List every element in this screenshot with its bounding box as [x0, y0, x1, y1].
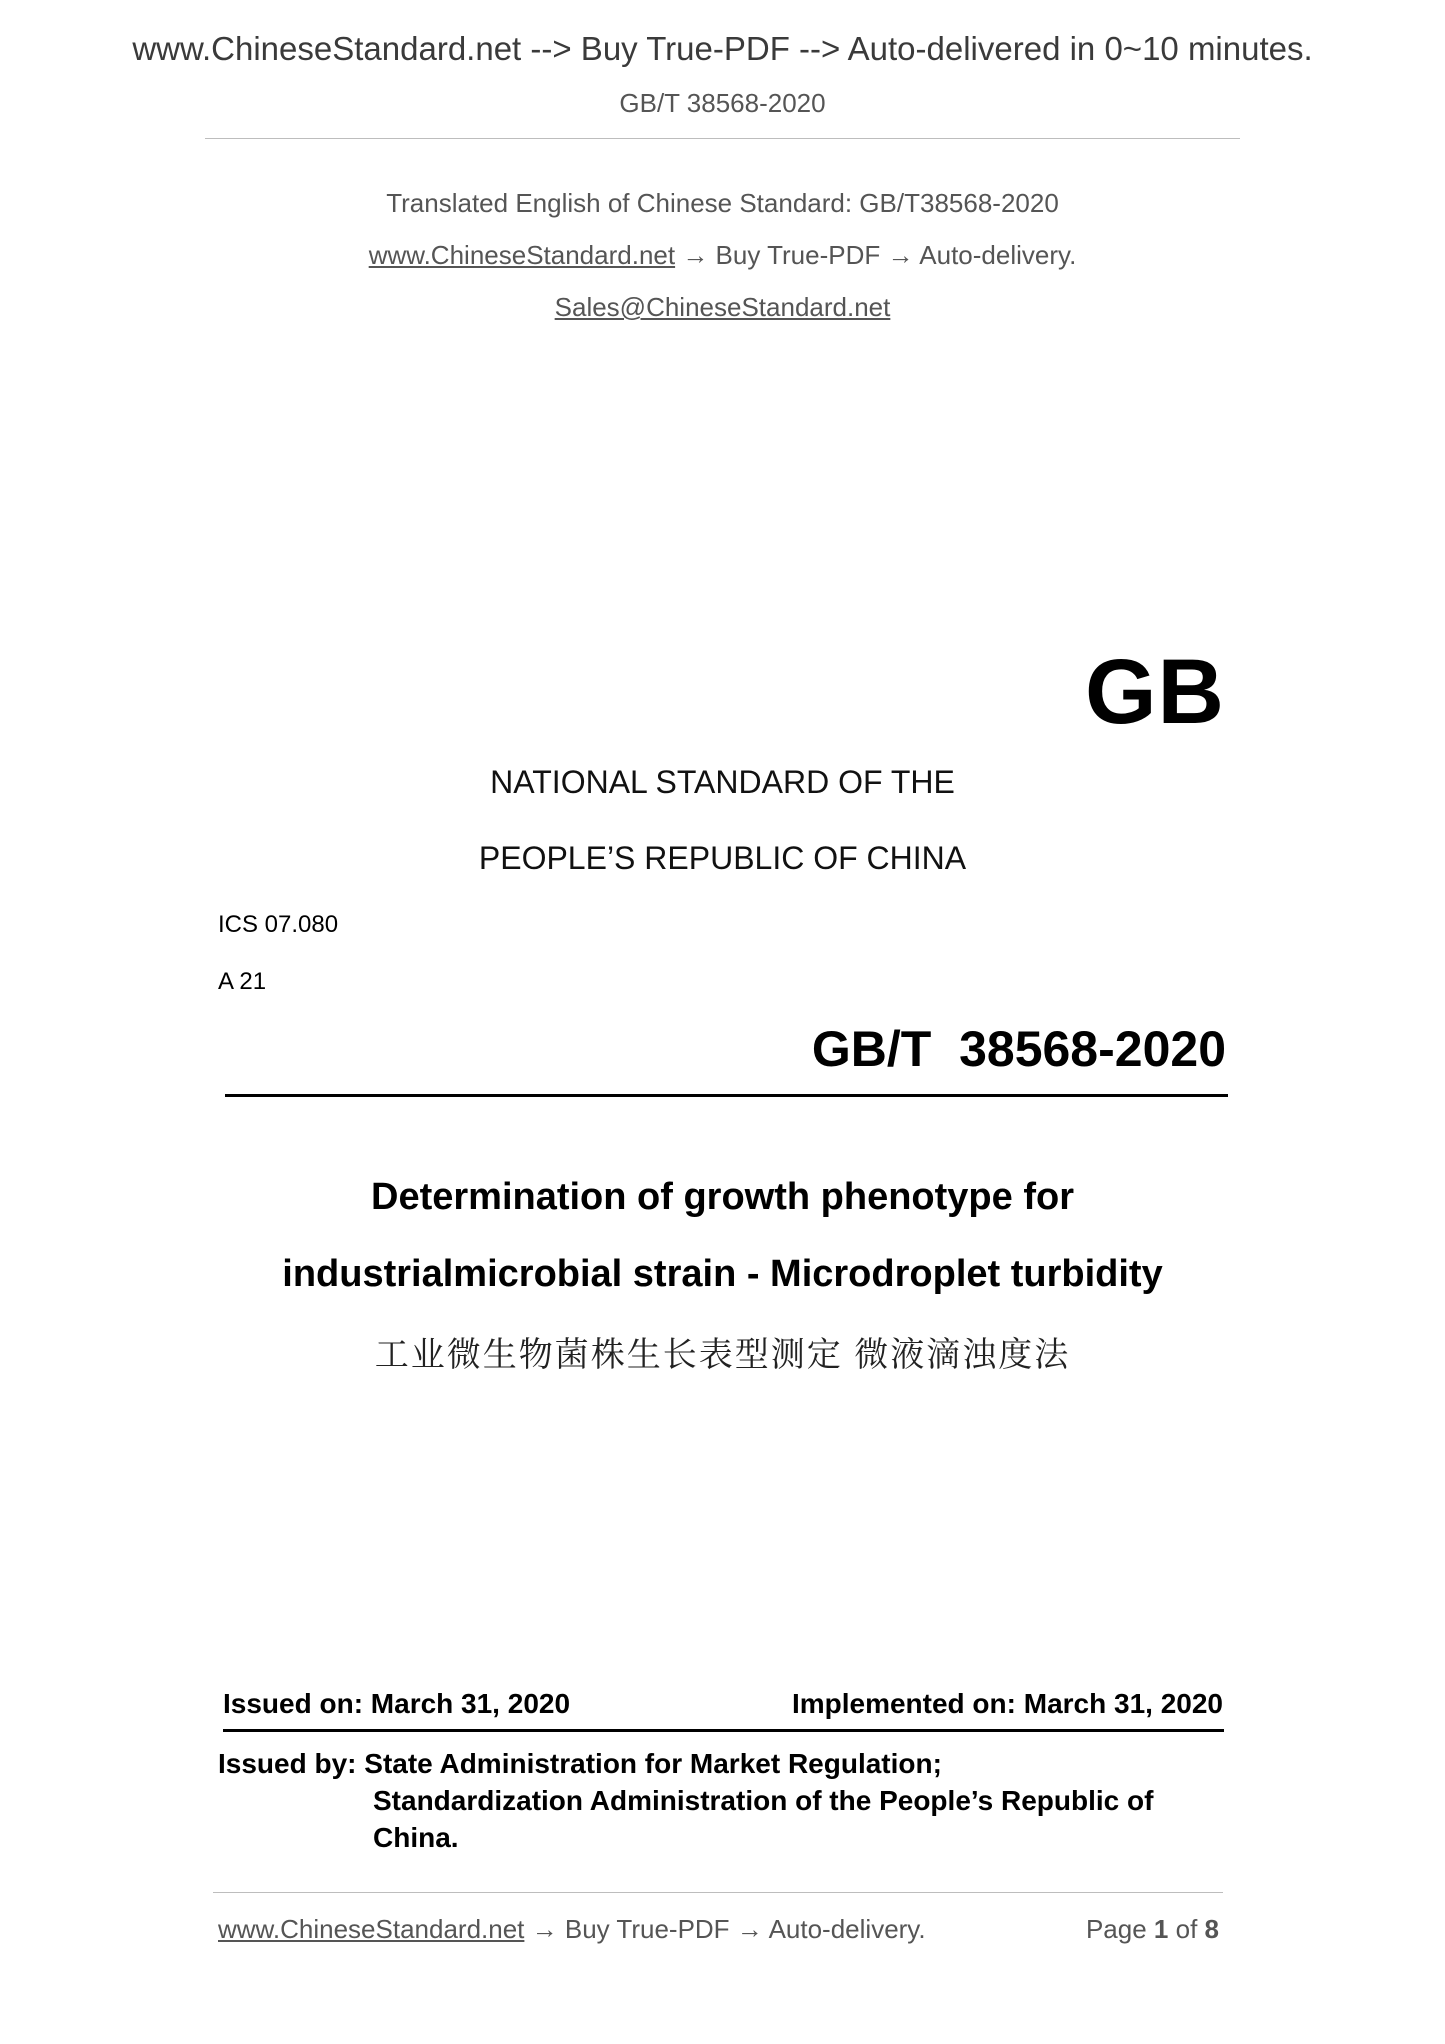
ics-code: ICS 07.080: [218, 911, 339, 938]
page-total: 8: [1204, 1914, 1219, 1944]
classification-code: A 21: [218, 968, 267, 995]
buy-text: → Buy True-PDF → Auto-delivery.: [675, 240, 1077, 270]
issued-by-line2: Standardization Administration of the People’s Republic of China.: [373, 1785, 1154, 1853]
page-indicator: [1086, 1914, 1219, 1945]
page-label: Page: [1085, 1914, 1154, 1944]
title-chinese: 工业微生物菌株生长表型测定 微液滴浊度法: [374, 1336, 1071, 1374]
national-standard-line1: NATIONAL STANDARD OF THE: [490, 764, 955, 800]
national-standard-line2: PEOPLE’S REPUBLIC OF CHINA: [478, 840, 967, 876]
header-standard-code: GB/T 38568-2020: [619, 88, 826, 118]
title-line1: Determination of growth phenotype for: [371, 1176, 1074, 1218]
issued-by: [218, 1745, 1213, 1856]
sales-email-link[interactable]: Sales@ChineseStandard.net: [554, 292, 891, 322]
translated-notice: Translated English of Chinese Standard: GB/T38568-2020: [386, 188, 1059, 218]
footer-divider: [213, 1892, 1223, 1893]
site-link[interactable]: www.ChineseStandard.net: [368, 240, 676, 270]
issued-by-line1: Issued by: State Administration for Market Regulation;: [218, 1748, 942, 1779]
footer-buy-line: [218, 1914, 926, 1945]
page-number: 1: [1153, 1914, 1169, 1944]
issued-date: Issued on: March 31, 2020: [223, 1688, 571, 1719]
buy-line: [0, 240, 1445, 271]
standard-number: GB/T 38568-2020: [811, 1021, 1226, 1077]
issue-divider: [223, 1729, 1224, 1732]
sales-line: [0, 292, 1445, 323]
footer-buy-text: → Buy True-PDF → Auto-delivery.: [524, 1914, 926, 1944]
implemented-date: Implemented on: March 31, 2020: [791, 1688, 1223, 1719]
header-divider: [205, 138, 1240, 139]
top-banner: www.ChineseStandard.net --> Buy True-PDF --> Auto-delivered in 0~10 minutes.: [132, 30, 1313, 67]
title-divider: [225, 1094, 1228, 1097]
gb-mark: GB: [1085, 641, 1225, 743]
of-label: of: [1168, 1914, 1205, 1944]
title-line2: industrialmicrobial strain - Microdroplet turbidity: [282, 1253, 1163, 1295]
footer-site-link[interactable]: www.ChineseStandard.net: [218, 1914, 525, 1944]
